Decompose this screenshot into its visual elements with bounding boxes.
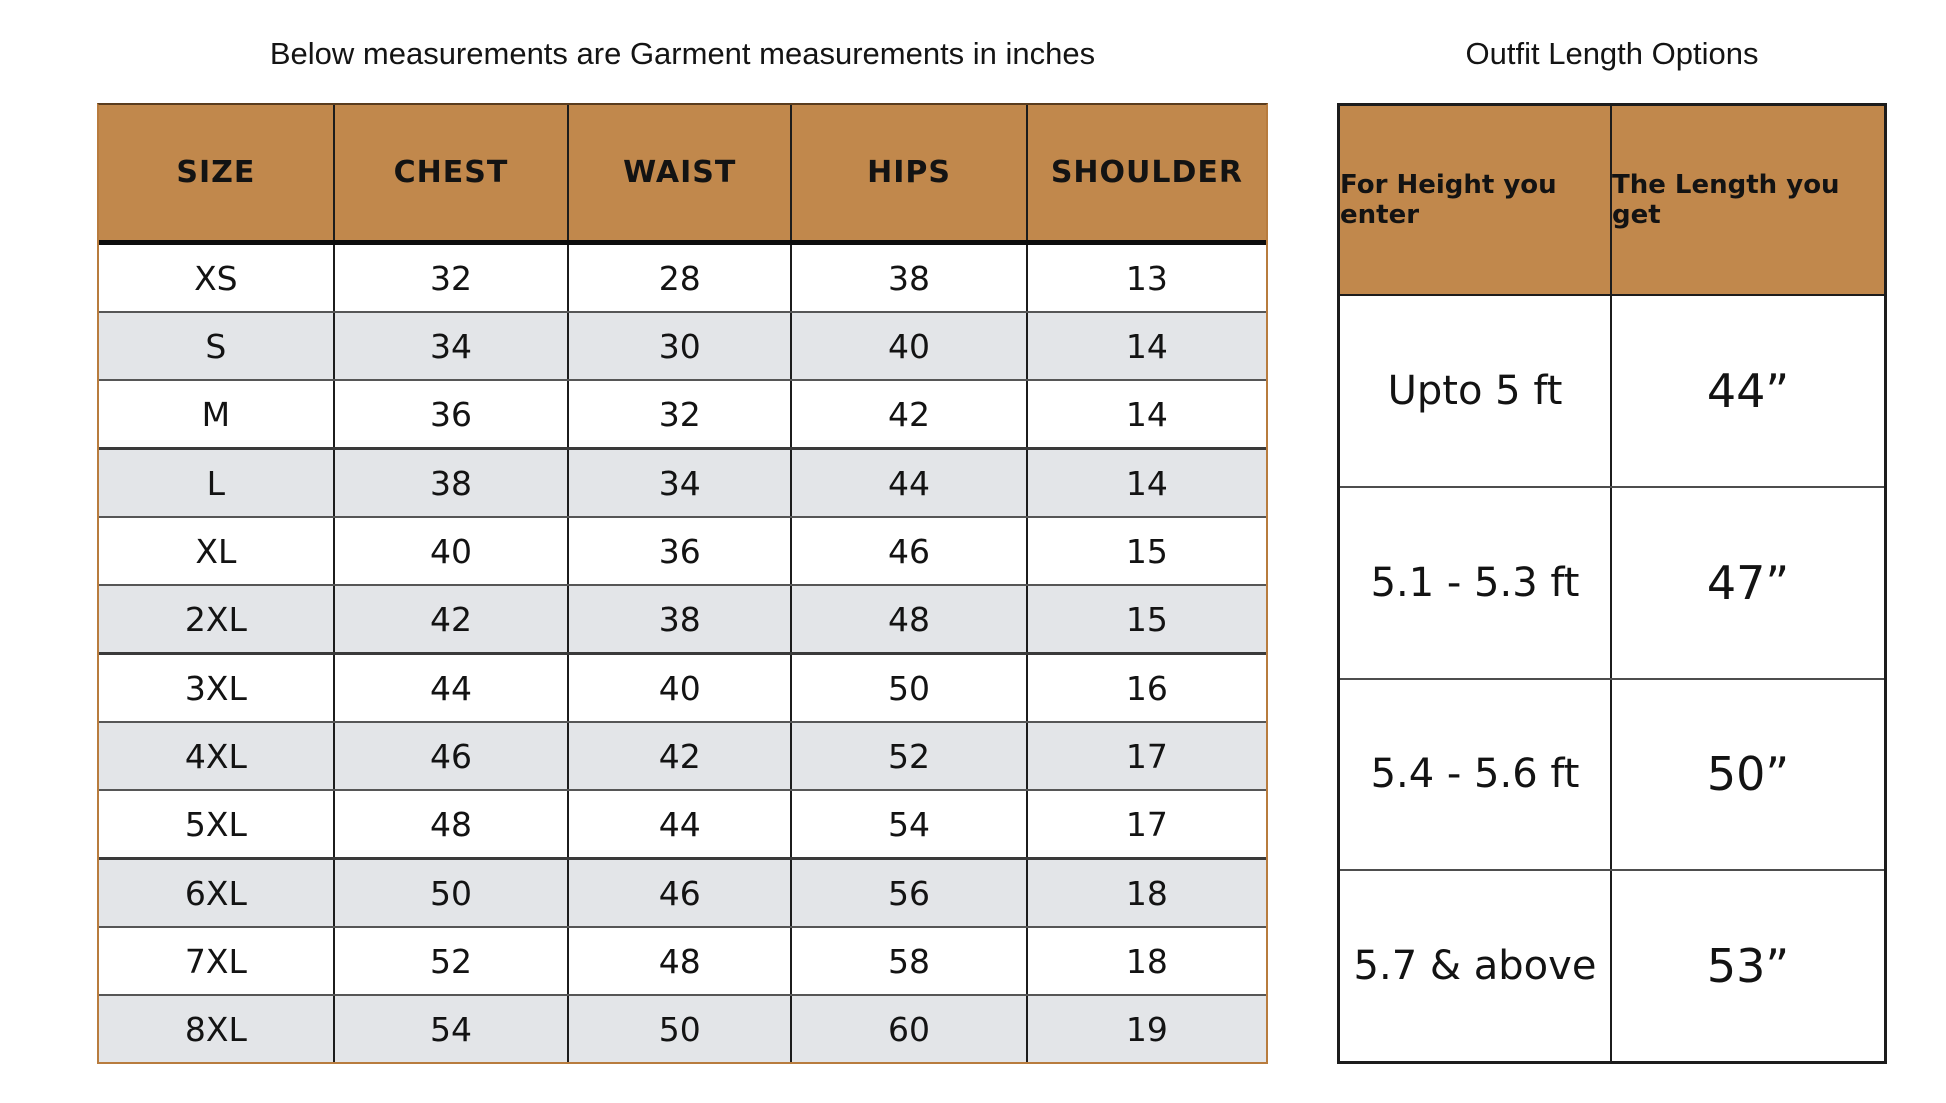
length-table-row <box>1340 869 1884 1061</box>
size-cell-waist: 30 <box>569 313 792 379</box>
header-cell-length-you-get: The Length you get <box>1612 170 1840 230</box>
size-cell-shoulder: 14 <box>1125 463 1168 503</box>
size-cell-chest: 38 <box>335 450 570 516</box>
size-cell-size: 8XL <box>99 996 335 1062</box>
size-cell-waist: 40 <box>569 655 792 721</box>
cell-height-range: 5.7 & above <box>1340 871 1612 1061</box>
cell-length: 47” <box>1706 555 1790 610</box>
length-table-row <box>1340 486 1884 678</box>
size-cell-size: XL <box>99 518 335 584</box>
size-cell-hips: 40 <box>792 313 1028 379</box>
size-cell-waist: 38 <box>569 586 792 652</box>
size-cell-chest: 40 <box>335 518 570 584</box>
size-table-row <box>99 789 1266 857</box>
size-cell-size: 4XL <box>99 723 335 789</box>
size-table-row <box>99 721 1266 789</box>
header-cell-height-you-enter: For Height you enter <box>1340 106 1612 294</box>
size-table-row <box>99 447 1266 516</box>
cell-length: 44” <box>1706 363 1790 418</box>
size-table-row <box>99 379 1266 447</box>
length-table-row <box>1340 296 1884 486</box>
size-cell-waist: 28 <box>569 245 792 311</box>
size-cell-chest: 42 <box>335 586 570 652</box>
size-cell-size: S <box>99 313 335 379</box>
length-options-table <box>1337 103 1887 1064</box>
size-cell-hips: 46 <box>792 518 1028 584</box>
size-table-body <box>99 245 1266 1062</box>
size-cell-chest: 48 <box>335 791 570 857</box>
size-cell-chest: 46 <box>335 723 570 789</box>
size-cell-chest: 44 <box>335 655 570 721</box>
size-cell-chest: 32 <box>335 245 570 311</box>
size-cell-chest: 54 <box>335 996 570 1062</box>
size-table-row <box>99 584 1266 652</box>
size-cell-hips: 48 <box>792 586 1028 652</box>
size-cell-shoulder: 17 <box>1125 736 1168 776</box>
size-cell-chest: 36 <box>335 381 570 447</box>
size-cell-shoulder: 18 <box>1125 941 1168 981</box>
size-table-row <box>99 516 1266 584</box>
size-cell-size: XS <box>99 245 335 311</box>
length-table-header-row <box>1340 106 1884 296</box>
size-table-row <box>99 245 1266 311</box>
size-cell-waist: 50 <box>569 996 792 1062</box>
size-table-row <box>99 994 1266 1062</box>
header-cell-waist: WAIST <box>569 105 792 240</box>
size-cell-shoulder: 14 <box>1125 326 1168 366</box>
size-cell-size: 7XL <box>99 928 335 994</box>
cell-height-range: 5.4 - 5.6 ft <box>1340 680 1612 870</box>
size-cell-size: L <box>99 450 335 516</box>
size-cell-chest: 50 <box>335 860 570 926</box>
size-cell-waist: 36 <box>569 518 792 584</box>
size-cell-shoulder: 17 <box>1125 804 1168 844</box>
size-cell-shoulder: 15 <box>1125 531 1168 571</box>
cell-length: 53” <box>1706 939 1790 994</box>
size-cell-hips: 38 <box>792 245 1028 311</box>
header-cell-size: SIZE <box>99 105 335 240</box>
size-cell-waist: 44 <box>569 791 792 857</box>
size-cell-shoulder: 16 <box>1125 668 1168 708</box>
size-cell-shoulder: 15 <box>1125 599 1168 639</box>
cell-length: 50” <box>1706 747 1790 802</box>
size-cell-waist: 48 <box>569 928 792 994</box>
size-cell-shoulder: 13 <box>1125 258 1168 298</box>
size-cell-size: 6XL <box>99 860 335 926</box>
size-table-row <box>99 857 1266 926</box>
length-table-row <box>1340 678 1884 870</box>
size-cell-chest: 34 <box>335 313 570 379</box>
header-cell-shoulder: SHOULDER <box>1050 155 1244 190</box>
size-cell-size: M <box>99 381 335 447</box>
size-cell-shoulder: 19 <box>1125 1009 1168 1049</box>
size-cell-hips: 50 <box>792 655 1028 721</box>
size-cell-size: 3XL <box>99 655 335 721</box>
length-table-body <box>1340 296 1884 1061</box>
size-cell-size: 2XL <box>99 586 335 652</box>
size-cell-size: 5XL <box>99 791 335 857</box>
header-cell-hips: HIPS <box>792 105 1028 240</box>
size-cell-hips: 42 <box>792 381 1028 447</box>
size-cell-waist: 46 <box>569 860 792 926</box>
size-table-row <box>99 311 1266 379</box>
size-cell-hips: 44 <box>792 450 1028 516</box>
size-cell-hips: 60 <box>792 996 1028 1062</box>
size-table-row <box>99 926 1266 994</box>
size-cell-shoulder: 18 <box>1125 873 1168 913</box>
outfit-length-options-title: Outfit Length Options <box>1465 36 1759 71</box>
size-cell-hips: 56 <box>792 860 1028 926</box>
size-cell-waist: 32 <box>569 381 792 447</box>
cell-height-range: 5.1 - 5.3 ft <box>1340 488 1612 678</box>
size-table-header-row <box>99 105 1266 245</box>
size-table-row <box>99 652 1266 721</box>
size-cell-hips: 58 <box>792 928 1028 994</box>
garment-measurements-title: Below measurements are Garment measurements in inches <box>269 36 1096 71</box>
cell-height-range: Upto 5 ft <box>1340 296 1612 486</box>
size-table <box>97 103 1268 1064</box>
size-cell-waist: 42 <box>569 723 792 789</box>
header-cell-chest: CHEST <box>335 105 570 240</box>
size-cell-chest: 52 <box>335 928 570 994</box>
size-cell-hips: 54 <box>792 791 1028 857</box>
size-cell-hips: 52 <box>792 723 1028 789</box>
size-cell-waist: 34 <box>569 450 792 516</box>
size-cell-shoulder: 14 <box>1125 394 1168 434</box>
